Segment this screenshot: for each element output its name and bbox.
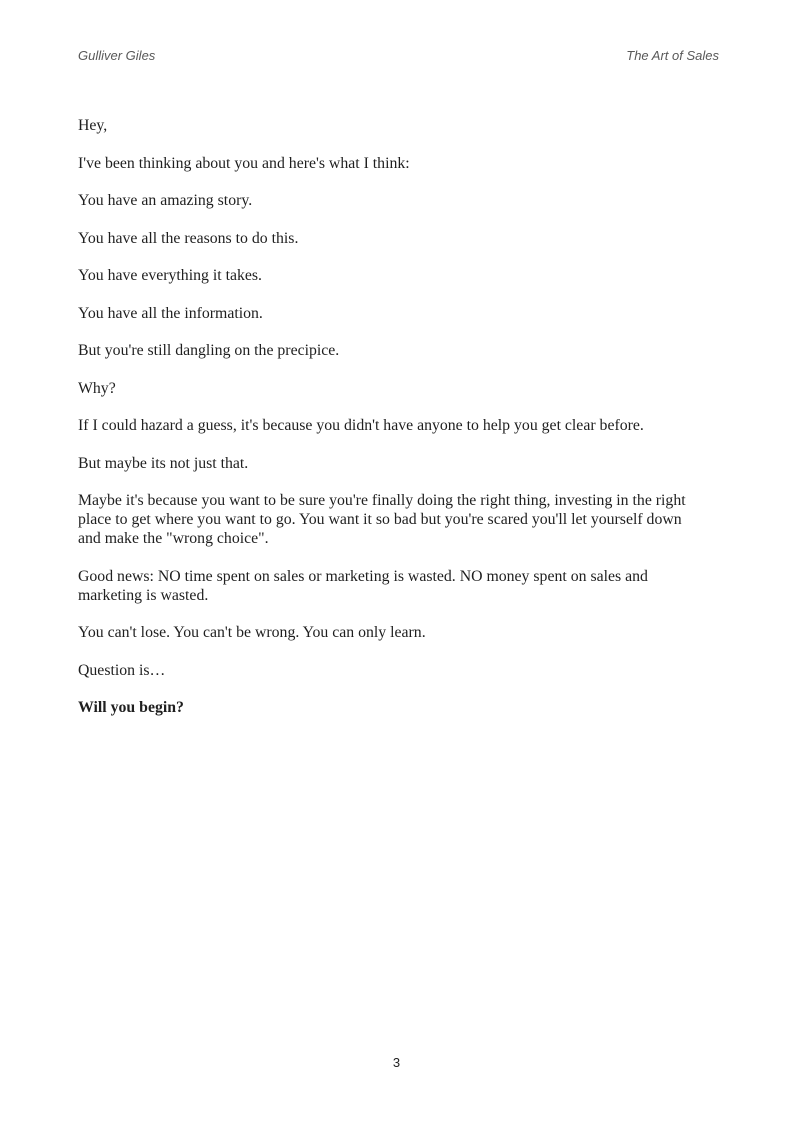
page-footer: [0, 1055, 793, 1070]
paragraph: But maybe its not just that.: [78, 454, 249, 472]
paragraph: Question is…: [78, 661, 166, 679]
paragraph: Good news: NO time spent on sales or marketing is wasted. NO money spent on sales and marketing is wasted.: [78, 567, 648, 604]
paragraph: You have all the information.: [78, 304, 263, 322]
paragraph: You have an amazing story.: [78, 192, 253, 209]
page-body: [78, 116, 698, 736]
paragraph: If I could hazard a guess, it's because you didn't have anyone to help you get clear before.: [78, 417, 644, 434]
paragraph: You can't lose. You can't be wrong. You can only learn.: [78, 624, 426, 641]
paragraph: Why?: [78, 379, 116, 397]
paragraph: Maybe it's because you want to be sure you're finally doing the right thing, investing in the right place to get where you want to go. You want it so bad but you're scared you'll let yourself down and make the "wrong choice".: [78, 492, 686, 547]
paragraph: You have all the reasons to do this.: [78, 229, 299, 247]
header-book-title: The Art of Sales: [626, 48, 719, 63]
paragraph: Will you begin?: [78, 699, 184, 716]
page-header: [78, 48, 719, 63]
paragraph: You have everything it takes.: [78, 267, 262, 284]
paragraph: Hey,: [78, 117, 108, 134]
header-author: Gulliver Giles: [78, 48, 156, 63]
paragraph: But you're still dangling on the precipice.: [78, 342, 340, 359]
page-number: 3: [392, 1055, 401, 1070]
paragraph: I've been thinking about you and here's what I think:: [78, 154, 410, 172]
